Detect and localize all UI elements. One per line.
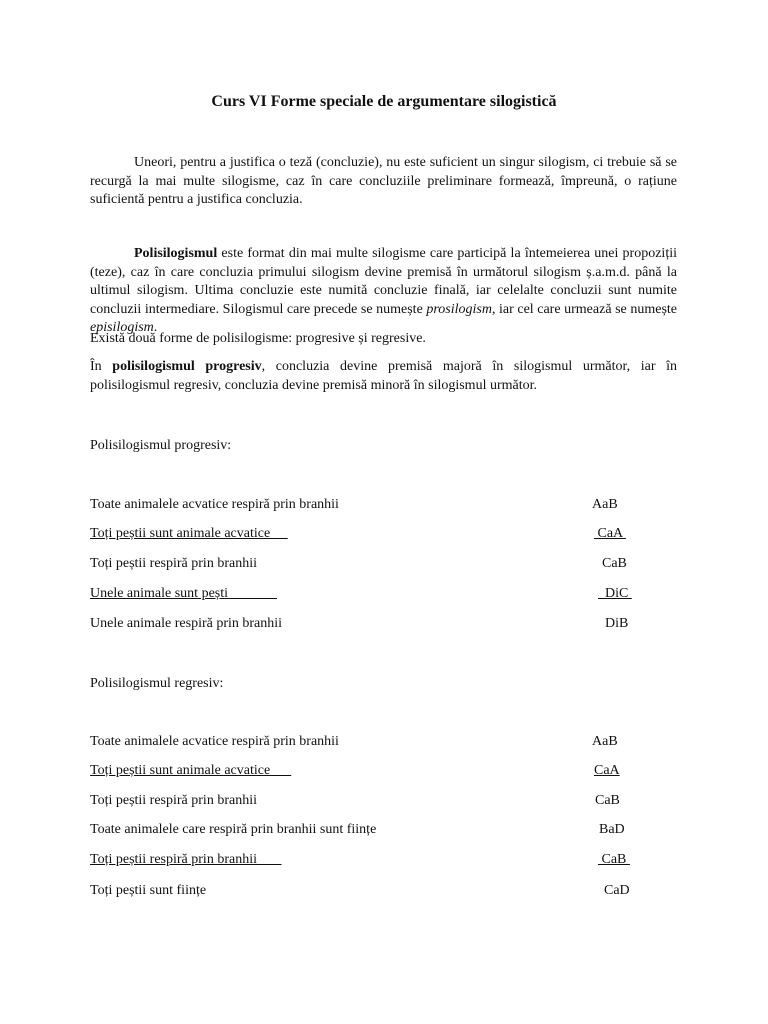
syllogism-row	[90, 497, 690, 517]
paragraph-text: este format din mai multe silogisme care participă la întemeierea unei propoziții (teze), caz în care concluzia primului silogism devine premisă în următorul silogism ș.a.m.d. până la ultimul silogism. Ultima concluzie este numită concluzie finală, iar celelalte concluzii sunt numite concluzii intermediare. Silogismul care precede se numește	[90, 246, 677, 317]
syllogism-row	[90, 763, 690, 783]
statement: Toți peștii sunt animale acvatice	[90, 763, 292, 778]
syllogism-code: CaB	[595, 793, 620, 808]
syllogism-row	[90, 586, 690, 606]
syllogism-row	[90, 556, 690, 576]
paragraph-text: În	[90, 359, 113, 374]
statement: Unele animale respiră prin branhii	[90, 616, 283, 631]
section-label-progresiv: Polisilogismul progresiv:	[90, 438, 232, 453]
section-label-regresiv: Polisilogismul regresiv:	[90, 676, 224, 691]
term-prosilogism: prosilogism	[426, 301, 492, 317]
syllogism-code: DiC	[598, 586, 632, 601]
paragraph-intro: Uneori, pentru a justifica o teză (concluzie), nu este suficient un singur silogism, ci trebuie să se recurgă la mai multe silogisme, caz în care concluziile preliminare formează, împreună, o rațiune suficientă pentru a justifica concluzia.	[90, 155, 677, 207]
statement: Toate animalele acvatice respiră prin branhii	[90, 734, 339, 749]
syllogism-code: CaB	[598, 852, 630, 867]
syllogism-code: AaB	[592, 734, 618, 749]
syllogism-row	[90, 883, 690, 903]
paragraph-forms: Există două forme de polisilogisme: progresive și regresive.	[90, 331, 426, 346]
syllogism-row	[90, 616, 690, 636]
paragraph-text: , iar cel care urmează se numește	[491, 301, 677, 317]
statement: Unele animale sunt pești	[90, 586, 278, 601]
term-polisilogismul-progresiv: polisilogismul progresiv	[112, 359, 262, 374]
statement: Toate animalele care respiră prin branhii sunt ființe	[90, 822, 377, 837]
syllogism-row	[90, 852, 690, 872]
syllogism-code: DiB	[605, 616, 629, 631]
syllogism-code: CaD	[604, 883, 630, 898]
syllogism-code: AaB	[592, 497, 618, 512]
statement: Toate animalele acvatice respiră prin branhii	[90, 497, 339, 512]
syllogism-code: CaA	[594, 526, 626, 541]
paragraph-text: , concluzia devine premisă majoră în silogismul următor, iar în polisilogismul regresiv, concluzia devine premisă minoră în silogismul următor.	[90, 359, 677, 393]
statement: Toți peștii respiră prin branhii	[90, 556, 257, 571]
statement: Toți peștii sunt animale acvatice	[90, 526, 288, 541]
syllogism-row	[90, 734, 690, 754]
syllogism-code: CaA	[594, 763, 620, 778]
syllogism-row	[90, 822, 690, 842]
term-episilogism: episilogism	[90, 320, 154, 335]
term-polisilogismul: Polisilogismul	[134, 246, 218, 261]
syllogism-code: CaB	[602, 556, 627, 571]
paragraph-progresiv-definition	[90, 358, 677, 395]
statement: Toți peștii sunt ființe	[90, 883, 207, 898]
page-title: Curs VI Forme speciale de argumentare silogistică	[211, 93, 557, 110]
statement: Toți peștii respiră prin branhii	[90, 793, 257, 808]
paragraph-polisilogism	[90, 245, 677, 338]
syllogism-row	[90, 526, 690, 546]
paragraph-text: .	[153, 320, 158, 335]
statement: Toți peștii respiră prin branhii	[90, 852, 282, 867]
syllogism-row	[90, 793, 690, 813]
syllogism-code: BaD	[599, 822, 625, 837]
